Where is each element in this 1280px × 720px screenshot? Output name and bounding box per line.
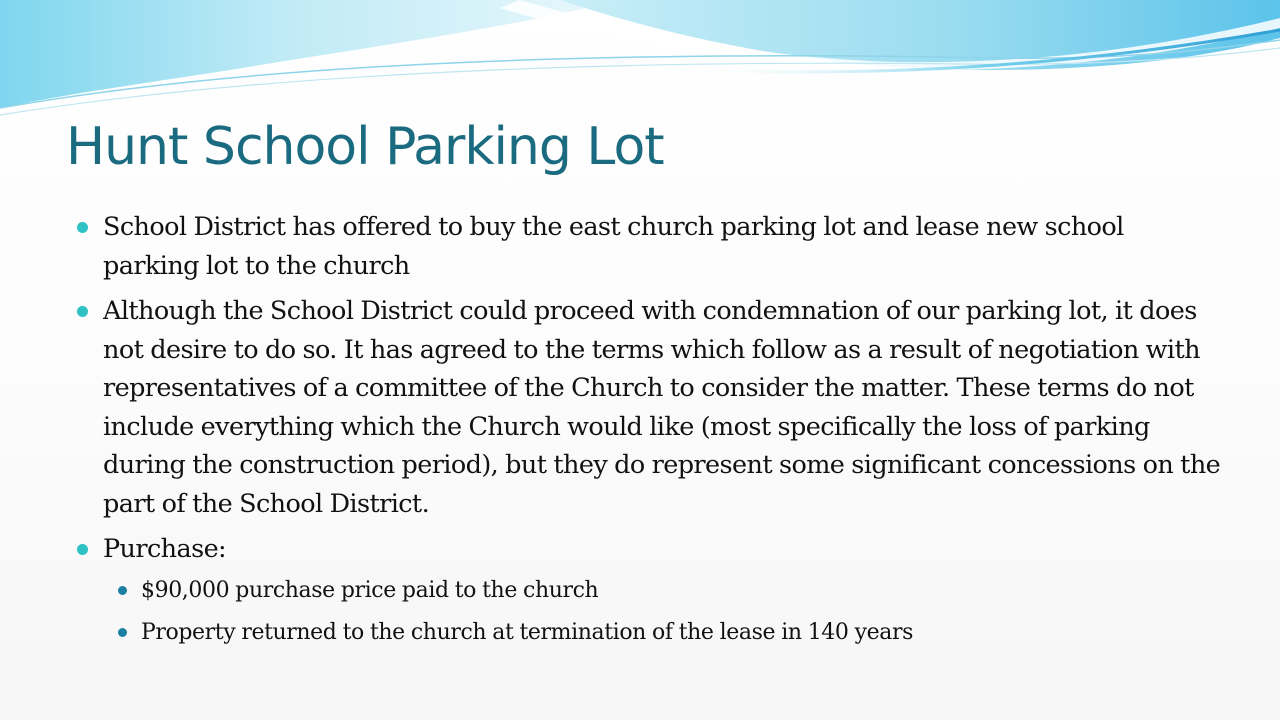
sub-bullet-item [74, 571, 1224, 611]
bullet-text: School District has offered to buy the east church parking lot and lease new school parking lot to the church [103, 212, 1124, 281]
bullet-text: Although the School District could proceed with condemnation of our parking lot, it does not desire to do so. It has agreed to the terms which follow as a result of negotiation with representatives of a committee of the Church to consider the matter. These terms do not include everything which the Church would like (most specifically the loss of parking during the construction period), but they do represent some significant concessions on the part of the School District. [103, 296, 1221, 519]
bullet-item [74, 208, 1224, 285]
sub-bullet-dot-icon [118, 586, 127, 595]
slide-title: Hunt School Parking Lot [66, 117, 664, 177]
bullet-dot-icon [77, 544, 88, 555]
wave-header-decoration [0, 0, 1280, 130]
wave-left-shape [0, 0, 620, 108]
bullet-item [74, 292, 1224, 523]
sub-bullet-item [74, 613, 1224, 653]
sub-bullet-text: Property returned to the church at termination of the lease in 140 years [141, 619, 913, 645]
sub-bullet-text: $90,000 purchase price paid to the church [141, 577, 599, 603]
sub-bullet-dot-icon [118, 628, 127, 637]
bullet-dot-icon [77, 222, 88, 233]
wave-right-shape [560, 0, 1280, 70]
bullet-item [74, 530, 1224, 653]
sub-bullet-list [103, 571, 1224, 653]
bullet-text: Purchase: [103, 534, 227, 564]
bullet-dot-icon [77, 306, 88, 317]
bullet-list [74, 208, 1224, 660]
